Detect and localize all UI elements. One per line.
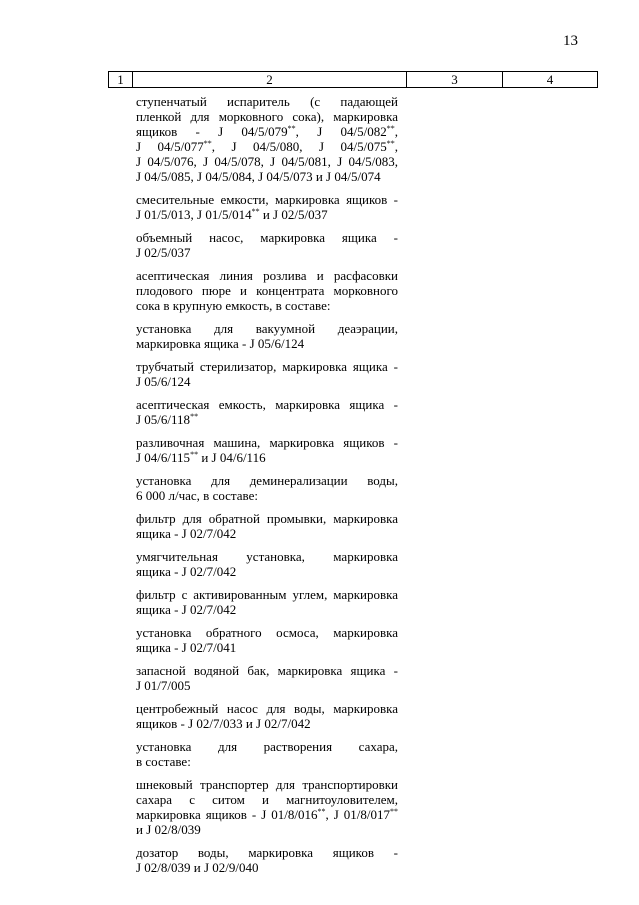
list-item-line: ступенчатый испаритель (с падающей — [136, 94, 398, 109]
list-item — [136, 511, 398, 541]
list-item-line: сока в крупную емкость, в составе: — [136, 298, 331, 313]
list-item — [136, 777, 398, 837]
list-item — [136, 94, 398, 184]
column-header-3: 3 — [407, 72, 503, 87]
list-item-line: фильтр для обратной промывки, маркировка — [136, 511, 398, 526]
list-item-line: в составе: — [136, 754, 191, 769]
list-item-line: J 04/5/077**, J 04/5/080, J 04/5/075**, — [136, 139, 398, 154]
list-item — [136, 230, 398, 260]
list-item-line: фильтр с активированным углем, маркировка — [136, 587, 398, 602]
page-number: 13 — [563, 33, 578, 49]
list-item-line: установка для растворения сахара, — [136, 739, 398, 754]
column-header-1: 1 — [109, 72, 133, 87]
list-item-line: J 02/8/039 и J 02/9/040 — [136, 860, 259, 875]
list-item-line: установка для вакуумной деаэрации, — [136, 321, 398, 336]
column-header-2: 2 — [133, 72, 407, 87]
list-item-line: ящика - J 02/7/042 — [136, 526, 237, 541]
list-item — [136, 625, 398, 655]
list-item-line: J 01/5/013, J 01/5/014** и J 02/5/037 — [136, 207, 328, 222]
list-item — [136, 435, 398, 465]
list-item-line: J 05/6/118** — [136, 412, 199, 427]
list-item — [136, 268, 398, 313]
list-item-line: разливочная машина, маркировка ящиков - — [136, 435, 398, 450]
list-item-line: маркировка ящика - J 05/6/124 — [136, 336, 305, 351]
list-item-line: пленкой для морковного сока), маркировка — [136, 109, 398, 124]
list-item-line: 6 000 л/час, в составе: — [136, 488, 258, 503]
list-item-line: дозатор воды, маркировка ящиков - — [136, 845, 398, 860]
list-item-line: J 04/6/115** и J 04/6/116 — [136, 450, 266, 465]
list-item-line: ящика - J 02/7/042 — [136, 602, 237, 617]
list-item-line: запасной водяной бак, маркировка ящика - — [136, 663, 398, 678]
list-item-line: установка для деминерализации воды, — [136, 473, 398, 488]
list-item — [136, 473, 398, 503]
list-item-line: умягчительная установка, маркировка — [136, 549, 398, 564]
list-item-line: сахара с ситом и магнитоуловителем, — [136, 792, 398, 807]
list-item-line: трубчатый стерилизатор, маркировка ящика - — [136, 359, 398, 374]
list-item-line: J 01/7/005 — [136, 678, 191, 693]
list-item-line: J 02/5/037 — [136, 245, 191, 260]
list-item — [136, 739, 398, 769]
list-item — [136, 663, 398, 693]
list-item — [136, 192, 398, 222]
list-item-line: маркировка ящиков - J 01/8/016**, J 01/8/017** — [136, 807, 398, 822]
list-item-line: шнековый транспортер для транспортировки — [136, 777, 398, 792]
list-item — [136, 701, 398, 731]
list-item — [136, 397, 398, 427]
list-item-line: асептическая линия розлива и расфасовки — [136, 268, 398, 283]
list-item-line: установка обратного осмоса, маркировка — [136, 625, 398, 640]
list-item — [136, 321, 398, 351]
list-item-line: и J 02/8/039 — [136, 822, 201, 837]
table-header-row — [108, 71, 598, 88]
list-item-line: J 04/5/076, J 04/5/078, J 04/5/081, J 04/5/083, — [136, 154, 398, 169]
list-item-line: J 04/5/085, J 04/5/084, J 04/5/073 и J 04/5/074 — [136, 169, 381, 184]
list-item-line: ящика - J 02/7/041 — [136, 640, 237, 655]
equipment-list — [136, 94, 398, 883]
list-item-line: асептическая емкость, маркировка ящика - — [136, 397, 398, 412]
list-item-line: центробежный насос для воды, маркировка — [136, 701, 398, 716]
column-header-4: 4 — [546, 72, 554, 87]
list-item-line: ящиков - J 04/5/079**, J 04/5/082**, — [136, 124, 398, 139]
list-item-line: ящиков - J 02/7/033 и J 02/7/042 — [136, 716, 311, 731]
list-item-line: ящика - J 02/7/042 — [136, 564, 237, 579]
list-item-line: плодового пюре и концентрата морковного — [136, 283, 398, 298]
list-item — [136, 587, 398, 617]
list-item — [136, 549, 398, 579]
list-item-line: J 05/6/124 — [136, 374, 191, 389]
list-item — [136, 359, 398, 389]
list-item-line: смесительные емкости, маркировка ящиков - — [136, 192, 398, 207]
list-item-line: объемный насос, маркировка ящика - — [136, 230, 398, 245]
list-item — [136, 845, 398, 875]
